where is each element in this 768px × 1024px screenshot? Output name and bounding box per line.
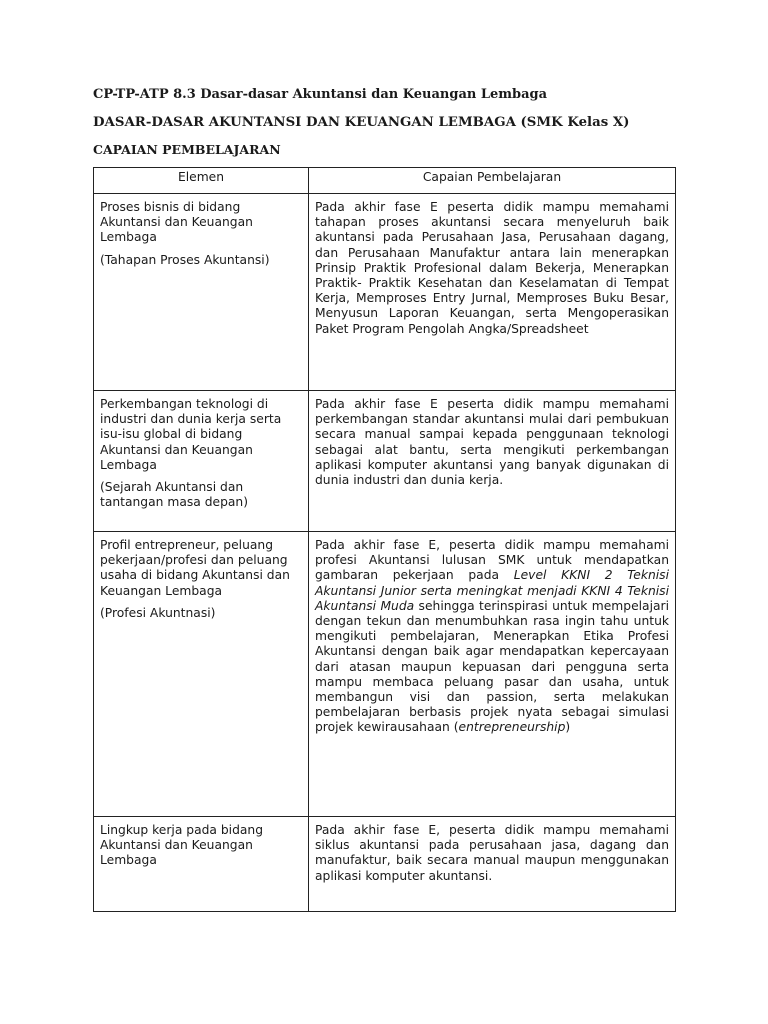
cp-text: Pada akhir fase E peserta didik mampu memahami perkembangan standar akuntansi mulai dari pembukuan secara manual sampai kepada penggunaan teknologi sebagai alat bantu, serta mengikuti perkembangan aplikasi komputer akuntansi yang banyak digunakan di dunia industri dan dunia kerja. [315, 397, 669, 488]
table-row [94, 817, 676, 912]
element-text: Profil entrepreneur, peluang pekerjaan/profesi dan peluang usaha di bidang Akuntansi dan Keuangan Lembaga [100, 538, 290, 598]
table-row [94, 391, 676, 532]
element-note: (Tahapan Proses Akuntansi) [100, 252, 270, 267]
document-main-title: DASAR-DASAR AKUNTANSI DAN KEUANGAN LEMBAGA (SMK Kelas X) [93, 115, 630, 130]
cp-text-italic: entrepreneurship [458, 720, 566, 735]
header-elemen: Elemen [94, 168, 309, 194]
cp-cell [309, 194, 676, 391]
element-cell [94, 391, 309, 532]
cp-text-part: ) [565, 720, 571, 735]
cp-text-part: sehingga terinspirasi untuk mempelajari dengan tekun dan menumbuhkan rasa ingin tahu untuk mengikuti pembelajaran, Menerapkan Etika Profesi Akuntansi dengan baik agar mendapatkan kepercayaan dari atasan maupun kepuasan dari pengguna serta mampu membaca peluang pasar dan usaha, untuk membangun visi dan passion, serta melakukan pembelajaran berbasis projek nyata sebagai simulasi projek kewirausahaan ( [315, 598, 670, 735]
table-row [94, 194, 676, 391]
capaian-pembelajaran-table [93, 167, 676, 912]
element-text: Perkembangan teknologi di industri dan dunia kerja serta isu-isu global di bidang Akuntansi dan Keuangan Lembaga [100, 397, 282, 472]
document-code-title: CP-TP-ATP 8.3 Dasar-dasar Akuntansi dan Keuangan Lembaga [93, 87, 548, 102]
cp-text: Pada akhir fase E peserta didik mampu memahami tahapan proses akuntansi secara menyeluruh baik akuntansi pada Perusahaan Jasa, Perusahaan dagang, dan Perusahaan Manufaktur antara lain menerapkan Prinsip Praktik Profesional dalam Bekerja, Menerapkan Praktik- Praktik Kesehatan dan Keselamatan di Tempat Kerja, Memproses Entry Jurnal, Memproses Buku Besar, Menyusun Laporan Keuangan, serta Mengoperasikan Paket Program Pengolah Angka/Spreadsheet [315, 200, 669, 336]
element-note: (Profesi Akuntnasi) [100, 605, 216, 620]
header-capaian: Capaian Pembelajaran [309, 168, 676, 194]
element-cell [94, 194, 309, 391]
cp-cell [309, 817, 676, 912]
element-note: (Sejarah Akuntansi dan tantangan masa depan) [100, 480, 249, 510]
element-text: Lingkup kerja pada bidang Akuntansi dan Keuangan Lembaga [100, 823, 264, 868]
cp-cell [309, 532, 676, 817]
section-title: CAPAIAN PEMBELAJARAN [93, 142, 281, 157]
element-cell [94, 532, 309, 817]
table-row [94, 532, 676, 817]
element-text: Proses bisnis di bidang Akuntansi dan Keuangan Lembaga [100, 200, 253, 245]
cp-cell [309, 391, 676, 532]
element-cell [94, 817, 309, 912]
table-header-row [94, 168, 676, 194]
cp-text: Pada akhir fase E, peserta didik mampu memahami siklus akuntansi pada perusahaan jasa, dagang dan manufaktur, baik secara manual maupun menggunakan aplikasi komputer akuntansi. [315, 823, 669, 883]
cp-text-italic: Level KKNI 2 Teknisi Akuntansi Junior serta meningkat menjadi KKNI 4 Teknisi Akuntansi Muda [315, 568, 669, 613]
cp-text-part: Pada akhir fase E, peserta didik mampu memahami profesi Akuntansi lulusan SMK untuk mendapatkan gambaran pekerjaan pada [315, 538, 669, 583]
